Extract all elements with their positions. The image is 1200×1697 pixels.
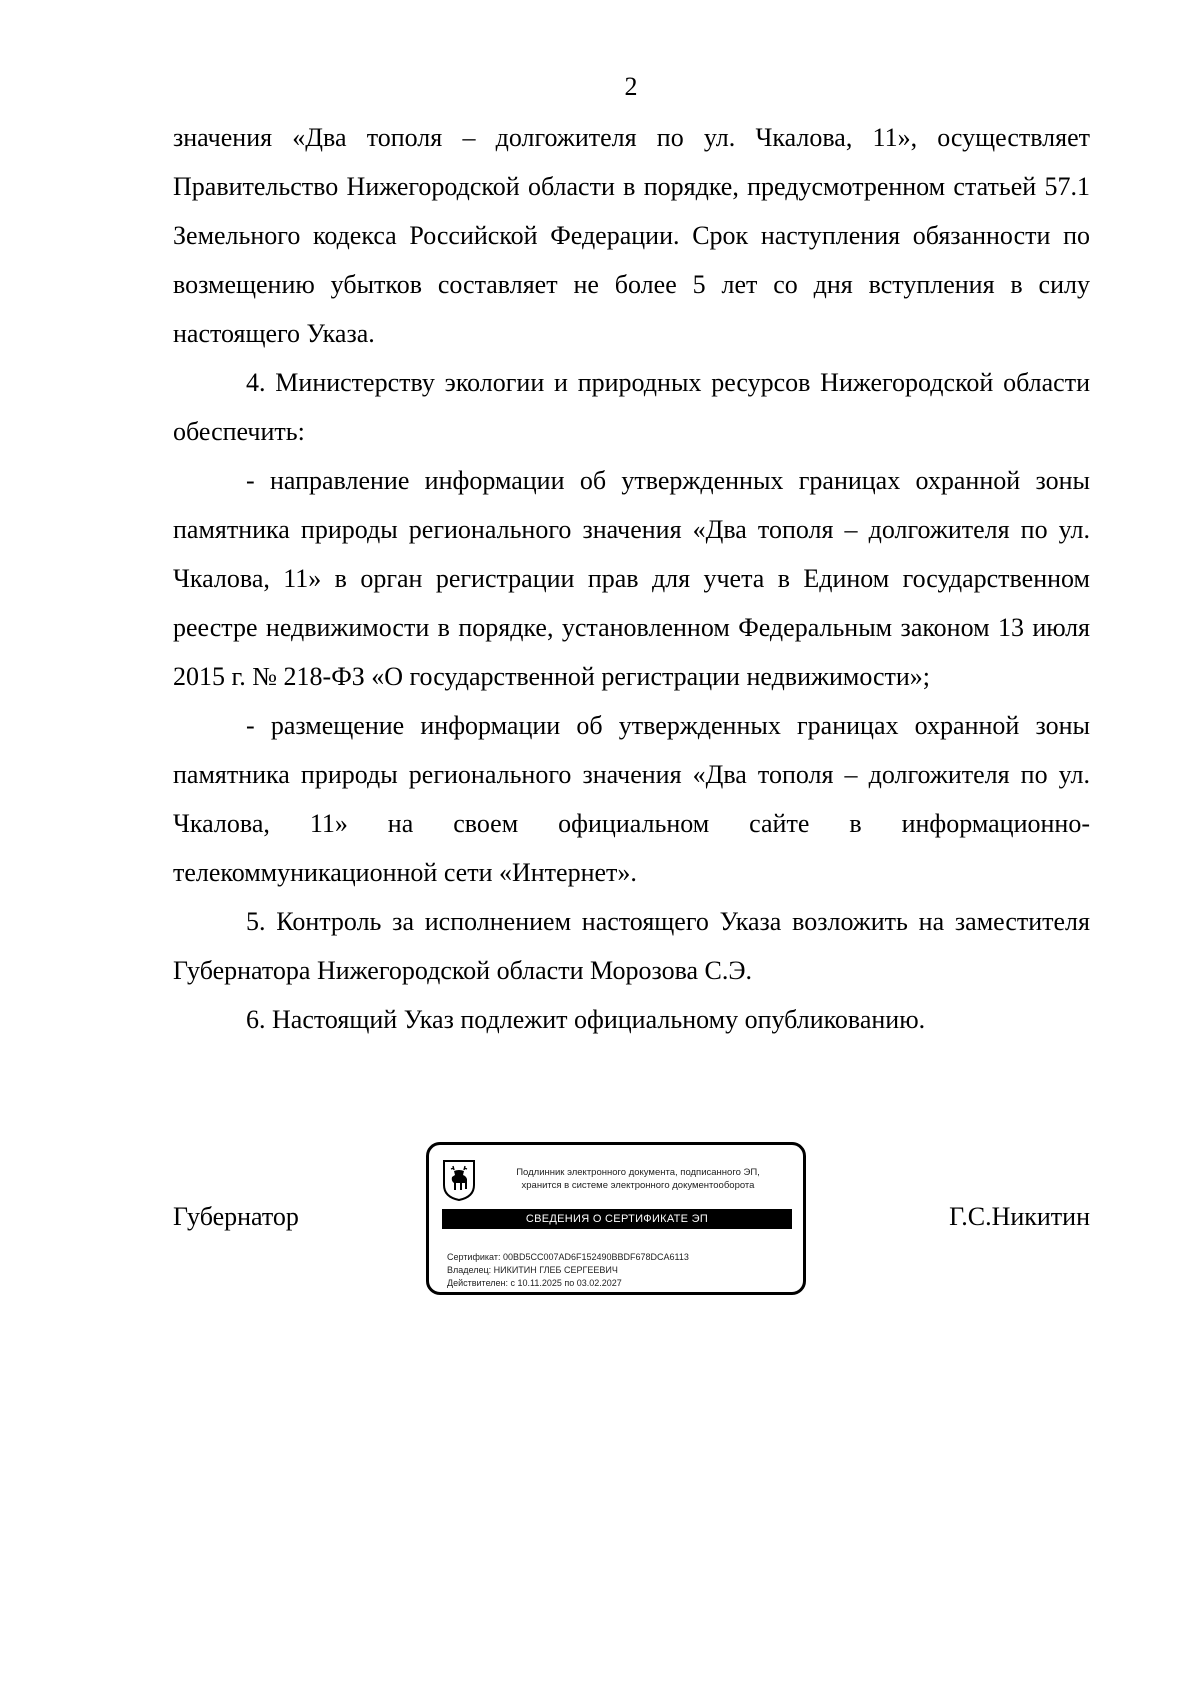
paragraph-subitem-registration: - направление информации об утвержденных границах охранной зоны памятника природы регионального значения «Два тополя – долгожителя по ул. Чкалова, 11» в орган регистрации прав для учета в Едином государственном реестре недвижимости в порядке, установленном Федеральным законом 13 июля 2015 г. № 218-ФЗ «О государственной регистрации недвижимости»;	[173, 466, 1090, 691]
signatory-position: Губернатор	[173, 1202, 299, 1231]
paragraph-continuation: значения «Два тополя – долгожителя по ул. Чкалова, 11», осуществляет Правительство Нижегородской области в порядке, предусмотренном статьей 57.1 Земельного кодекса Российской Федерации. Срок наступления обязанности по возмещению убытков составляет не более 5 лет со дня вступления в силу настоящего Указа.	[173, 123, 1090, 348]
stamp-header-line-2: хранится в системе электронного документооборота	[521, 1180, 755, 1191]
certificate-validity: Действителен: с 10.11.2025 по 03.02.2027	[447, 1278, 622, 1288]
stamp-header-line-1: Подлинник электронного документа, подписанного ЭП,	[516, 1167, 760, 1178]
page-number: 2	[624, 72, 638, 101]
paragraph-subitem-publication-online: - размещение информации об утвержденных границах охранной зоны памятника природы регионального значения «Два тополя – долгожителя по ул. Чкалова, 11» на своем официальном сайте в информационно-телекоммуникационной сети «Интернет».	[173, 711, 1090, 887]
certificate-owner: Владелец: НИКИТИН ГЛЕБ СЕРГЕЕВИЧ	[447, 1265, 618, 1275]
document-body	[173, 113, 1090, 1044]
deer-emblem-icon	[442, 1159, 476, 1201]
paragraph-item-6: 6. Настоящий Указ подлежит официальному опубликованию.	[246, 1005, 926, 1034]
stamp-certificate-details	[447, 1251, 797, 1290]
signatory-name: Г.С.Никитин	[949, 1202, 1090, 1231]
certificate-number: Сертификат: 00BD5CC007AD6F152490BBDF678DCA6113	[447, 1252, 689, 1262]
electronic-signature-stamp	[426, 1142, 806, 1295]
stamp-title-bar: СВЕДЕНИЯ О СЕРТИФИКАТЕ ЭП	[442, 1209, 792, 1229]
stamp-header	[483, 1166, 793, 1192]
paragraph-item-4: 4. Министерству экологии и природных ресурсов Нижегородской области обеспечить:	[173, 368, 1090, 446]
paragraph-item-5: 5. Контроль за исполнением настоящего Указа возложить на заместителя Губернатора Нижегородской области Морозова С.Э.	[173, 907, 1090, 985]
